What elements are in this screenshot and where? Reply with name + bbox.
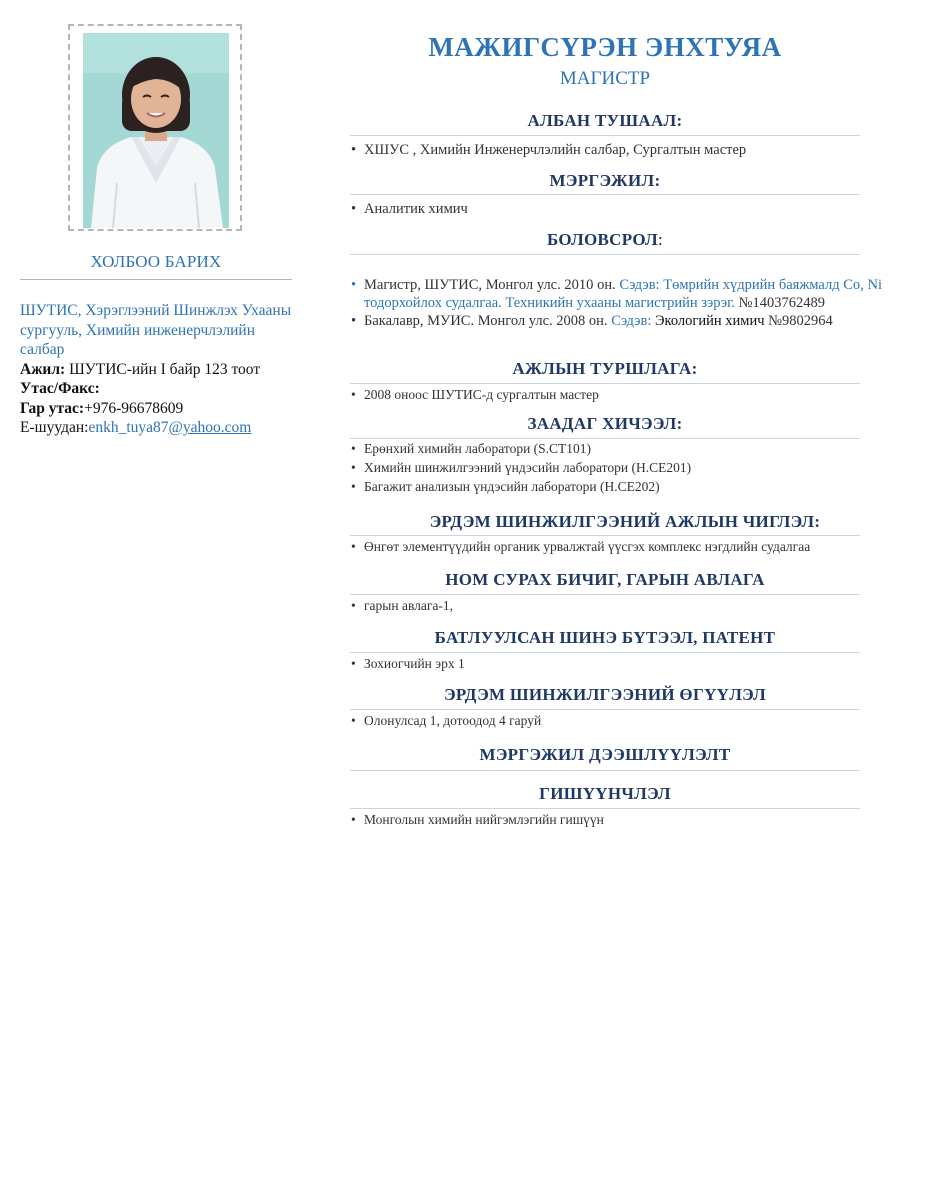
contact-phone-fax-line (20, 379, 295, 399)
email-label: E-шуудан: (20, 419, 89, 436)
education-bachelor-text: Бакалавр, МУИС. Монгол улс. 2008 он. (364, 313, 612, 329)
mobile-value: +976-96678609 (84, 399, 184, 417)
section-heading-position: АЛБАН ТУШААЛ: (527, 111, 683, 130)
list-item: • Олонулсад 1, дотоодод 4 гаруй (350, 711, 882, 730)
textbooks-list (350, 596, 882, 615)
papers-list (350, 711, 882, 730)
section-heading-courses: ЗААДАГ ХИЧЭЭЛ: (527, 414, 683, 433)
research-list (350, 537, 882, 556)
section-heading-education (350, 230, 860, 250)
section-divider (350, 709, 860, 710)
section-divider (350, 194, 860, 195)
section-heading-research: ЭРДЭМ ШИНЖИЛГЭЭНИЙ АЖЛЫН ЧИГЛЭЛ: (429, 512, 821, 531)
work-value: ШУТИС-ийн I байр 123 тоот (65, 360, 261, 378)
education-master-topic: Сэдэв: Төмрийн хүдрийн баяжмалд Co, Ni тодорхойлох судалгаа. Техникийн ухааны магистрийн зэрэг. (364, 277, 882, 311)
section-divider (350, 652, 860, 653)
list-item: • Монголын химийн нийгэмлэгийн гишүүн (350, 810, 882, 829)
contact-organization: ШУТИС, Хэрэглээний Шинжлэх Ухааны сургууль, Химийн инженерчлэлийн салбар (20, 302, 292, 358)
contact-heading: ХОЛБОО БАРИХ (90, 252, 222, 271)
email-user: enkh_tuya87 (88, 419, 169, 436)
email-link[interactable] (88, 419, 251, 436)
work-label: Ажил: (20, 360, 66, 378)
list-item: • Химийн шинжилгээний үндэсийн лаборатори (H.CE201) (350, 458, 882, 477)
section-heading-profession: МЭРГЭЖИЛ: (549, 171, 661, 190)
patents-list (350, 654, 882, 673)
list-item: • Зохиогчийн эрх 1 (350, 654, 882, 673)
contact-mobile-line (20, 399, 295, 419)
list-item: • Ерөнхий химийн лаборатори (S.CT101) (350, 439, 882, 458)
email-domain: @yahoo.com (168, 419, 252, 436)
profile-photo (83, 33, 229, 228)
list-item: • гарын авлага-1, (350, 596, 882, 615)
position-list (350, 141, 882, 159)
portrait-illustration (83, 33, 229, 228)
experience-list (350, 385, 882, 404)
section-divider (350, 594, 860, 595)
contact-divider (20, 279, 292, 280)
person-degree: МАГИСТР (559, 68, 651, 89)
section-divider (350, 535, 860, 536)
person-name: МАЖИГСҮРЭН ЭНХТУЯА (428, 32, 782, 62)
education-list (350, 276, 882, 330)
education-item-bachelor (350, 312, 882, 330)
profile-photo-frame (68, 24, 242, 231)
section-heading-membership: ГИШҮҮНЧЛЭЛ (539, 784, 671, 803)
education-master-text: Магистр, ШУТИС, Монгол улс. 2010 он. (364, 277, 620, 293)
profession-list (350, 200, 882, 218)
section-divider (350, 770, 860, 771)
list-item: • Аналитик химич (350, 200, 882, 218)
section-heading-papers: ЭРДЭМ ШИНЖИЛГЭЭНИЙ ӨГҮҮЛЭЛ (444, 685, 766, 704)
phone-fax-label: Утас/Факс: (20, 380, 100, 397)
list-item: • 2008 оноос ШУТИС-д сургалтын мастер (350, 385, 882, 404)
education-master-number: №1403762489 (735, 295, 825, 311)
section-heading-patents: БАТЛУУЛСАН ШИНЭ БҮТЭЭЛ, ПАТЕНТ (434, 628, 776, 647)
education-heading-text: БОЛОВСРОЛ (546, 230, 658, 249)
contact-email-line (20, 418, 295, 438)
section-heading-training: МЭРГЭЖИЛ ДЭЭШЛҮҮЛЭЛТ (479, 745, 731, 764)
education-heading-colon: : (658, 230, 664, 249)
mobile-label: Гар утас: (20, 399, 85, 417)
courses-list (350, 439, 882, 496)
section-divider (350, 808, 860, 809)
list-item: • Багажит анализын үндэсийн лаборатори (H.CE202) (350, 477, 882, 496)
education-item-master (350, 276, 882, 312)
education-bachelor-topic-label: Сэдэв: (611, 313, 652, 329)
list-item: • ХШУС , Химийн Инженерчлэлийн салбар, Сургалтын мастер (350, 141, 882, 159)
section-divider (350, 383, 860, 384)
section-heading-experience: АЖЛЫН ТУРШЛАГА: (512, 359, 698, 378)
education-bachelor-number: №9802964 (764, 313, 833, 329)
section-heading-textbooks: НОМ СУРАХ БИЧИГ, ГАРЫН АВЛАГА (445, 570, 765, 589)
membership-list (350, 810, 882, 829)
contact-info (20, 301, 295, 438)
list-item: • Өнгөт элементүүдийн органик урвалжтай үүсгэх комплекс нэгдлийн судалгаа (350, 537, 882, 556)
education-bachelor-topic-value: Экологийн химич (651, 313, 765, 329)
section-divider (350, 135, 860, 136)
contact-work-line (20, 360, 295, 380)
section-divider (350, 254, 860, 255)
